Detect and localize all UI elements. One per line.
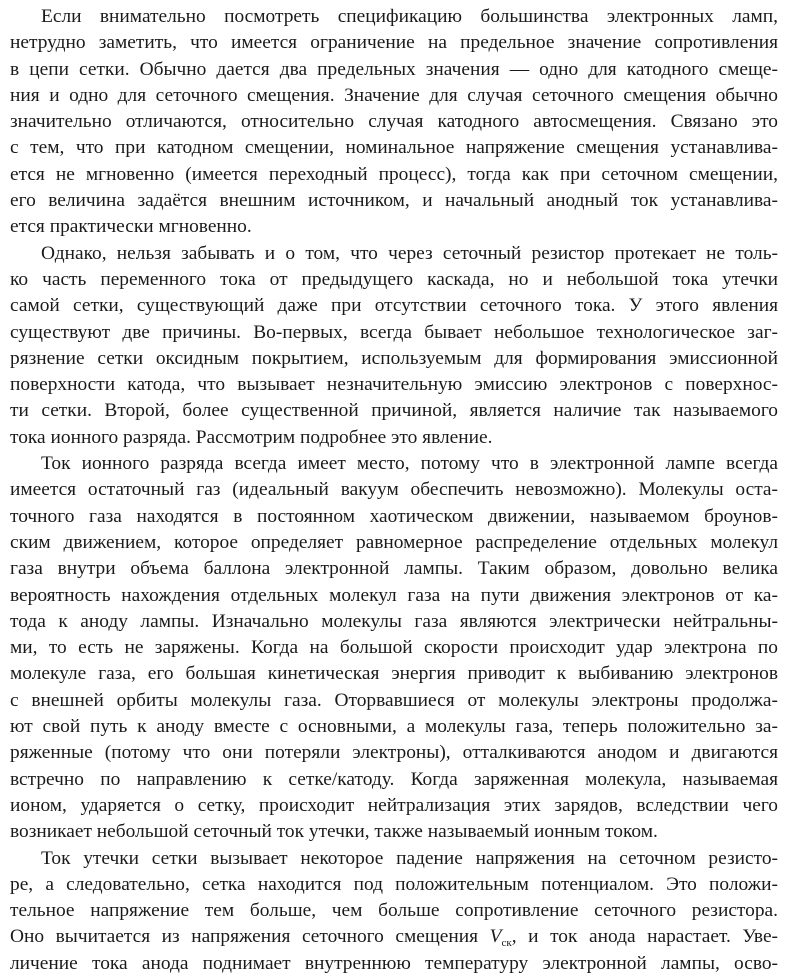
text-line: в цепи сетки. Обычно дается два предельных значения — одно для катодного смеще- xyxy=(10,58,778,80)
text-line: Ток ионного разряда всегда имеет место, потому что в электронной лампе всегда xyxy=(41,453,778,475)
text-line: нетрудно заметить, что имеется ограничение на предельное значение сопротивления xyxy=(10,32,778,54)
text-line: вероятность нахождения отдельных молекул газа на пути движения электронов от ка- xyxy=(10,584,778,606)
paragraph-1 xyxy=(10,4,778,241)
text-line: ионом, ударяется о сетку, происходит нейтрализация этих зарядов, вследствии чего xyxy=(10,794,778,816)
text-line: молекуле газа, его большая кинетическая энергия приводит к выбиванию электронов xyxy=(10,663,778,685)
text-line: с тем, что при катодном смещении, номинальное напряжение смещения устанавлива- xyxy=(10,137,778,159)
text-line: с внешней орбиты молекулы газа. Оторвавшиеся от молекулы электроны продолжа- xyxy=(10,689,778,711)
text-line: ским движением, которое определяет равномерное распределение отдельных молекул xyxy=(10,531,778,553)
text-line: Если внимательно посмотреть спецификацию большинства электронных ламп, xyxy=(41,6,778,27)
text-line: газа внутри объема баллона электронной лампы. Таким образом, довольно велика xyxy=(10,558,778,580)
paragraph-4 xyxy=(10,846,778,977)
grid-bias-voltage-symbol: V xyxy=(489,926,502,948)
text-line: рязнение сетки оксидным покрытием, используемым для формирования эмиссионной xyxy=(10,347,778,369)
text-line: ется не мгновенно (имеется переходный процесс), тогда как при сеточном смещении, xyxy=(10,163,778,185)
text-line: ти сетки. Второй, более существенной причиной, является наличие так называемого xyxy=(10,400,778,422)
text-line: существуют две причины. Во-первых, всегда бывает небольшое технологическое заг- xyxy=(10,321,778,343)
text-line: тельное напряжение тем больше, чем больше сопротивление сеточного резистора. xyxy=(10,900,778,922)
text-line: значительно отличаются, относительно случая катодного автосмещения. Связано это xyxy=(10,111,778,133)
text-fragment: Оно вычитается из напряжения сеточного смещения xyxy=(10,926,490,948)
text-line: точного газа находятся в постоянном хаотическом движении, называемом броунов- xyxy=(10,505,778,527)
text-line: ко часть переменного тока от предыдущего каскада, но и небольшой тока утечки xyxy=(10,268,778,290)
text-line: личение тока анода поднимает внутреннюю температуру электронной лампы, осво- xyxy=(10,952,778,974)
text-line: тода к аноду лампы. Изначально молекулы газа являются электрически нейтральны- xyxy=(10,610,778,632)
text-line: его величина задаётся внешним источником, и начальный анодный ток устанавлива- xyxy=(10,190,778,212)
text-line: встречно по направлению к сетке/катоду. Когда заряженная молекула, называемая xyxy=(10,768,778,790)
text-line: самой сетки, существующий даже при отсутствии сеточного тока. У этого явления xyxy=(10,295,778,317)
text-line: тока ионного разряда. Рассмотрим подробнее это явление. xyxy=(10,426,493,448)
text-line: ряженные (потому что они потеряли электроны), отталкиваются анодом и двигаются xyxy=(10,742,778,764)
text-line: Однако, нельзя забывать и о том, что через сеточный резистор протекает не толь- xyxy=(41,242,778,264)
text-line: поверхности катода, что вызывает незначительную эмиссию электронов с поверхнос- xyxy=(10,374,778,396)
text-line: Ток утечки сетки вызывает некоторое падение напряжения на сеточном резисто- xyxy=(41,847,778,869)
text-line: ми, то есть не заряжены. Когда на большой скорости происходит удар электрона по xyxy=(10,637,778,659)
paragraph-3 xyxy=(10,451,778,845)
text-line: ре, а следовательно, сетка находится под положительным потенциалом. Это положи- xyxy=(10,873,778,895)
text-line: ют свой путь к аноду вместе с основными, а молекулы газа, теперь положительно за- xyxy=(10,716,778,738)
text-line: ния и одно для сеточного смещения. Значение для случая сеточного смещения обычно xyxy=(10,84,778,106)
paragraph-2 xyxy=(10,241,778,451)
text-line: имеется остаточный газ (идеальный вакуум обеспечить невозможно). Молекулы оста- xyxy=(10,479,778,501)
text-fragment: , и ток анода нарастает. Уве- xyxy=(511,926,779,948)
text-line: возникает небольшой сеточный ток утечки, также называемый ионным током. xyxy=(10,821,658,843)
grid-bias-voltage-subscript: ск xyxy=(501,937,512,950)
document-page xyxy=(10,4,778,977)
text-line: ется практически мгновенно. xyxy=(10,216,252,238)
text-line-with-formula xyxy=(10,924,778,950)
